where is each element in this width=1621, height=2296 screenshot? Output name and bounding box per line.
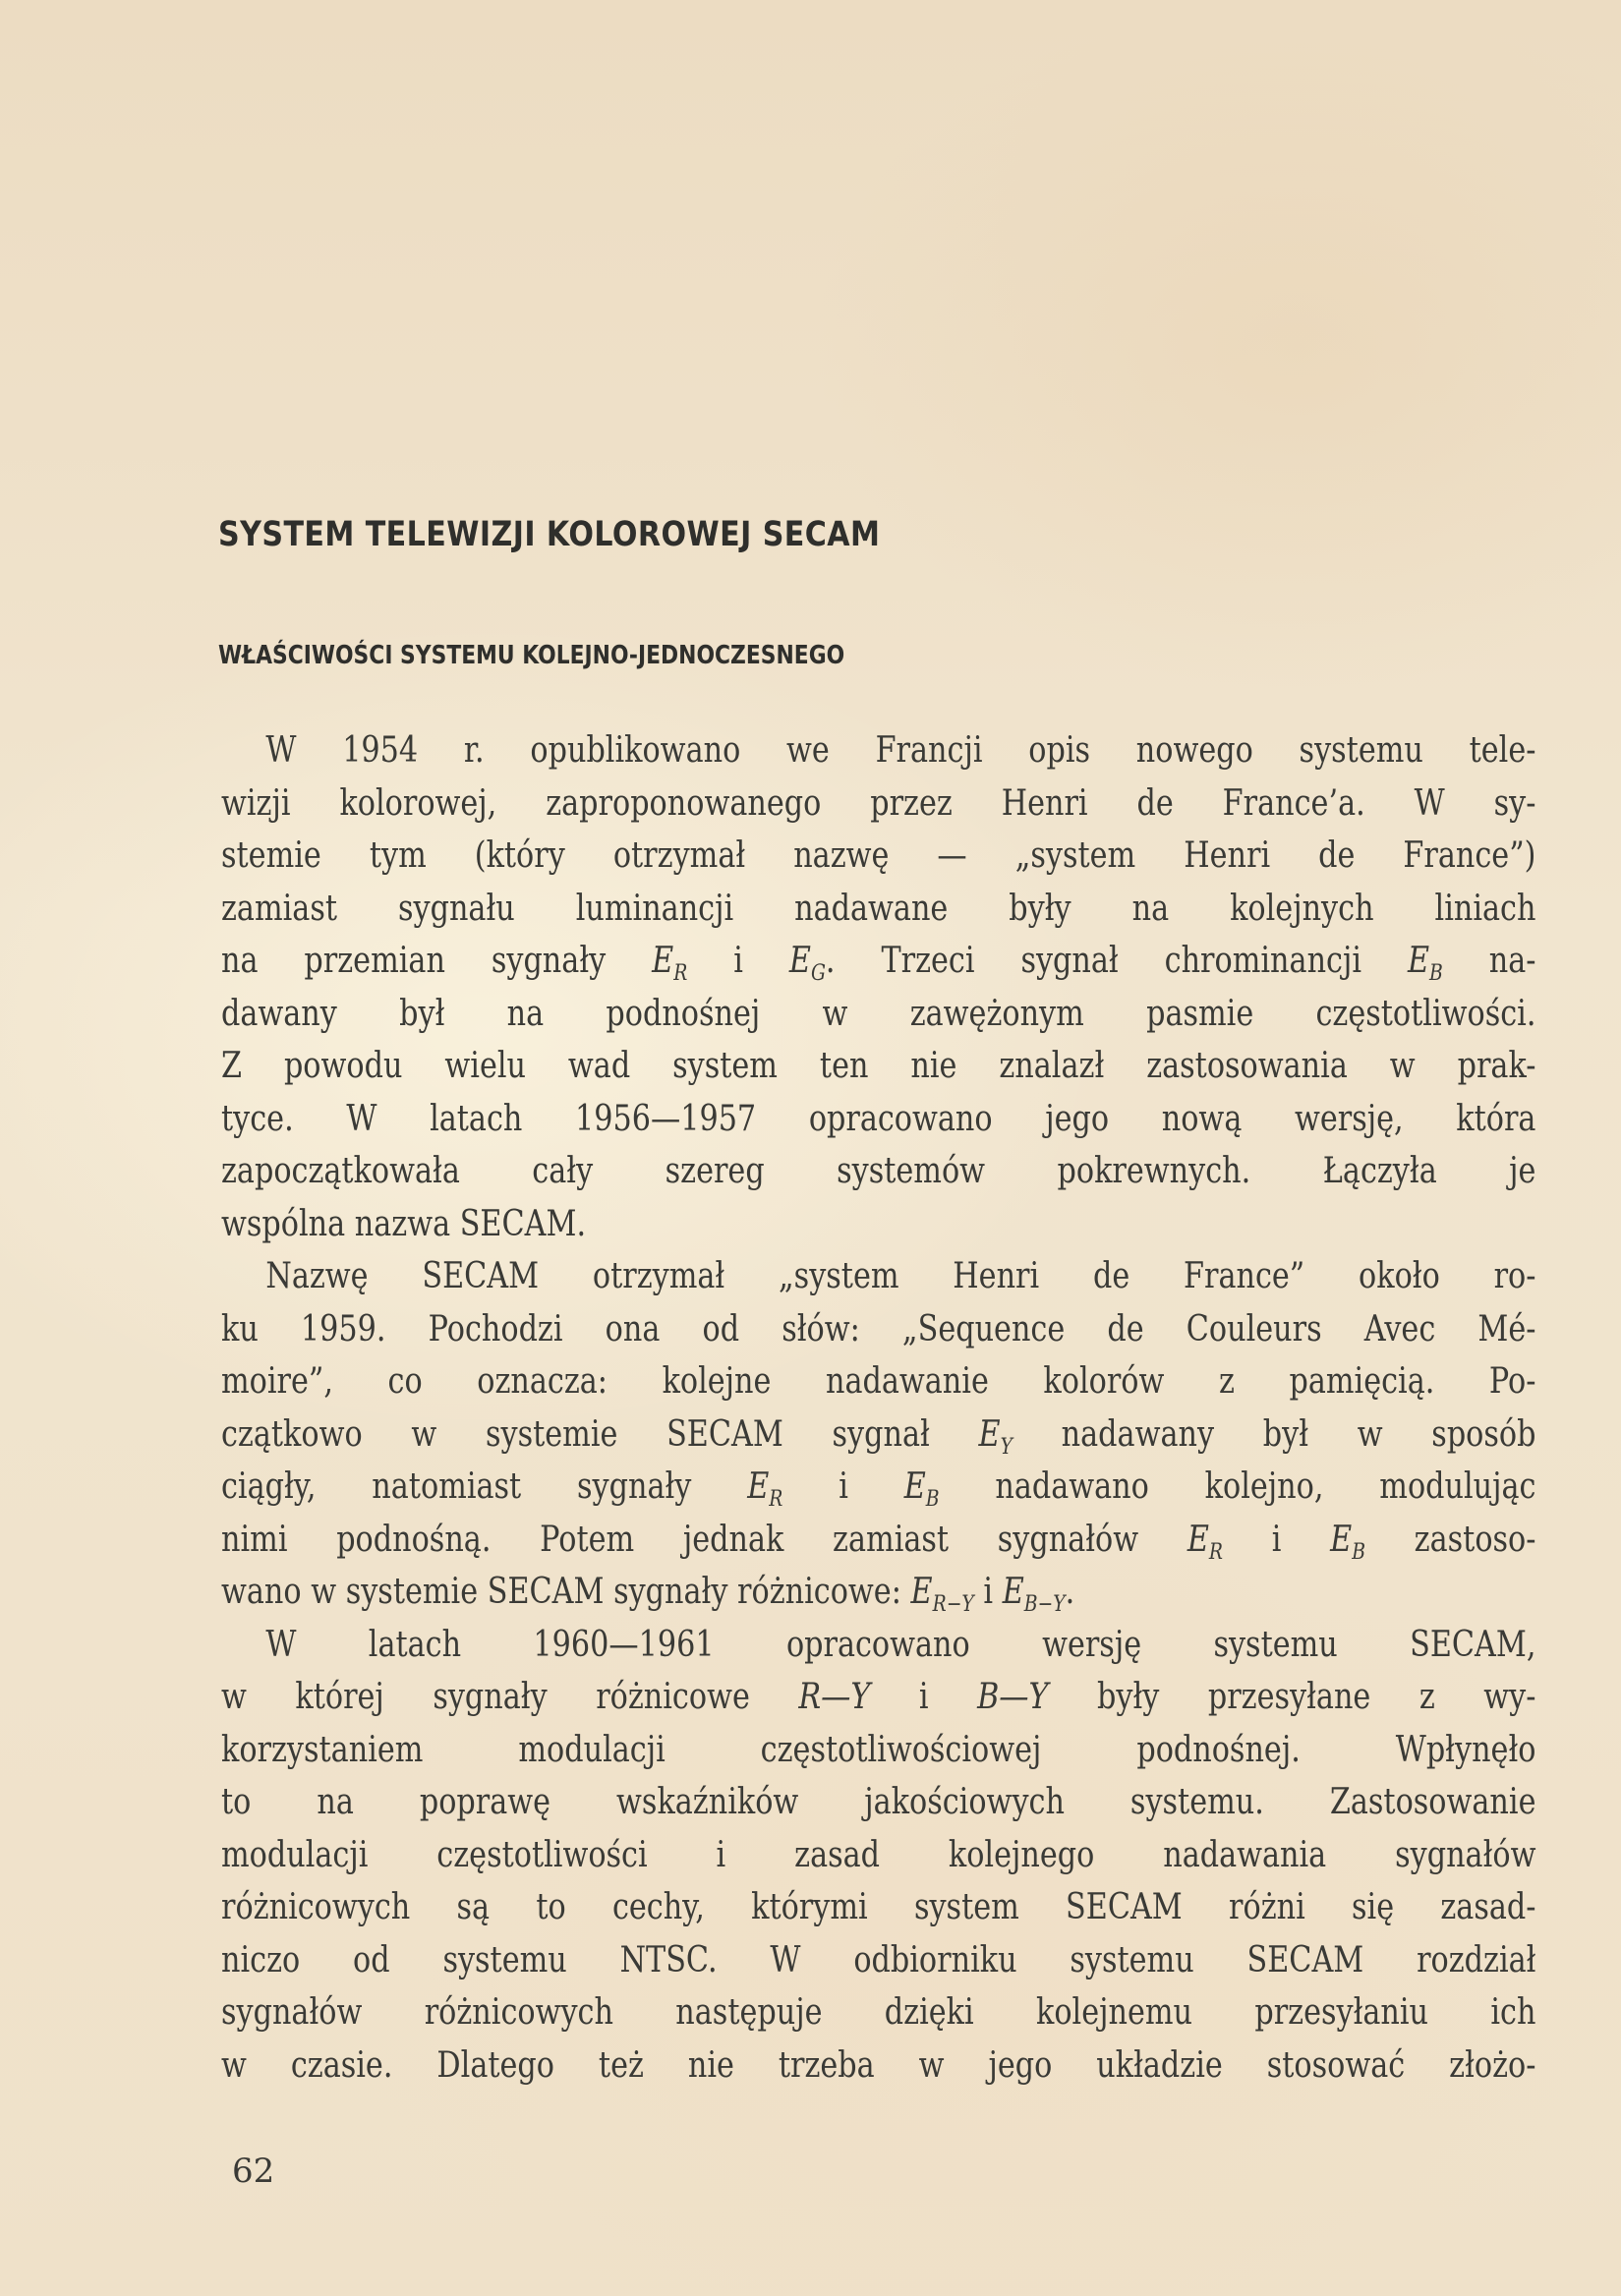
section-heading: WŁAŚCIWOŚCI SYSTEMU KOLEJNO-JEDNOCZESNEGO	[218, 641, 845, 670]
math-symbol: $E_G$	[788, 941, 826, 987]
text-line: niczo od systemu NTSC. W odbiorniku systemu SECAM rozdział	[221, 1939, 1536, 1980]
text-line: wizji kolorowej, zaproponowanego przez Henri de France’a. W sy-	[221, 782, 1536, 824]
math-symbol: $E_B$	[1407, 941, 1443, 987]
text-line: moire”, co oznacza: kolejne nadawanie kolorów z pamięcią. Po-	[221, 1361, 1536, 1402]
math-symbol: R—Y	[798, 1677, 871, 1717]
text-line: ciągły, natomiast sygnały $E_R$ i $E_B$ nadawano kolejno, modulując	[221, 1466, 1536, 1513]
text-line: Z powodu wielu wad system ten nie znalazł zastosowania w prak-	[221, 1046, 1536, 1086]
text-line: dawany był na podnośnej w zawężonym pasmie częstotliwości.	[221, 993, 1536, 1034]
text-line: w której sygnały różnicowe R—Y i B—Y były przesyłane z wy-	[221, 1677, 1536, 1717]
text-line: ku 1959. Pochodzi ona od słów: „Sequence de Couleurs Avec Mé-	[221, 1308, 1536, 1349]
text-line: tyce. W latach 1956—1957 opracowano jego nową wersję, która	[221, 1098, 1536, 1139]
body-text	[221, 724, 1536, 2092]
text-line: zamiast sygnału luminancji nadawane były na kolejnych liniach	[221, 888, 1536, 929]
math-symbol: $E_Y$	[978, 1413, 1013, 1460]
text-line: różnicowych są to cechy, którymi system SECAM różni się zasad-	[221, 1887, 1536, 1927]
text-line: stemie tym (który otrzymał nazwę — „system Henri de France”)	[221, 835, 1536, 876]
text-line: modulacji częstotliwości i zasad kolejnego nadawania sygnałów	[221, 1834, 1536, 1875]
text-line: nimi podnośną. Potem jednak zamiast sygnałów $E_R$ i $E_B$ zastoso-	[221, 1519, 1536, 1565]
text-line: to na poprawę wskaźników jakościowych systemu. Zastosowanie	[221, 1782, 1536, 1822]
text-line: Nazwę SECAM otrzymał „system Henri de France” około ro-	[265, 1256, 1536, 1296]
text-line: wspólna nazwa SECAM.	[221, 1203, 587, 1244]
text-line: W 1954 r. opublikowano we Francji opis nowego systemu tele-	[265, 730, 1536, 771]
math-symbol: $E_R$	[652, 941, 688, 987]
text-line: W latach 1960—1961 opracowano wersję systemu SECAM,	[265, 1624, 1536, 1665]
text-line: czątkowo w systemie SECAM sygnał $E_Y$ nadawany był w sposób	[221, 1413, 1536, 1460]
math-symbol: $E_R$	[747, 1466, 783, 1513]
text-line: na przemian sygnały $E_R$ i $E_G$. Trzeci sygnał chrominancji $E_B$ na-	[221, 941, 1536, 987]
math-symbol: $E_B$	[903, 1466, 940, 1513]
page-number: 62	[232, 2152, 275, 2191]
text-line: w czasie. Dlatego też nie trzeba w jego układzie stosować złożo-	[221, 2044, 1536, 2086]
math-symbol: $E_{R-Y}$	[910, 1572, 974, 1618]
math-symbol: $E_B$	[1330, 1519, 1365, 1565]
math-symbol: B—Y	[977, 1677, 1049, 1717]
chapter-title: SYSTEM TELEWIZJI KOLOROWEJ SECAM	[218, 515, 881, 554]
math-symbol: $E_R$	[1187, 1519, 1224, 1565]
text-line: wano w systemie SECAM sygnały różnicowe: $E_{R-Y}$ i $E_{B-Y}$.	[221, 1572, 1075, 1618]
text-line: korzystaniem modulacji częstotliwościowej podnośnej. Wpłynęło	[221, 1729, 1536, 1770]
text-line: zapoczątkowała cały szereg systemów pokrewnych. Łączyła je	[221, 1151, 1536, 1191]
math-symbol: $E_{B-Y}$	[1002, 1572, 1066, 1618]
text-line: sygnałów różnicowych następuje dzięki kolejnemu przesyłaniu ich	[221, 1992, 1536, 2033]
